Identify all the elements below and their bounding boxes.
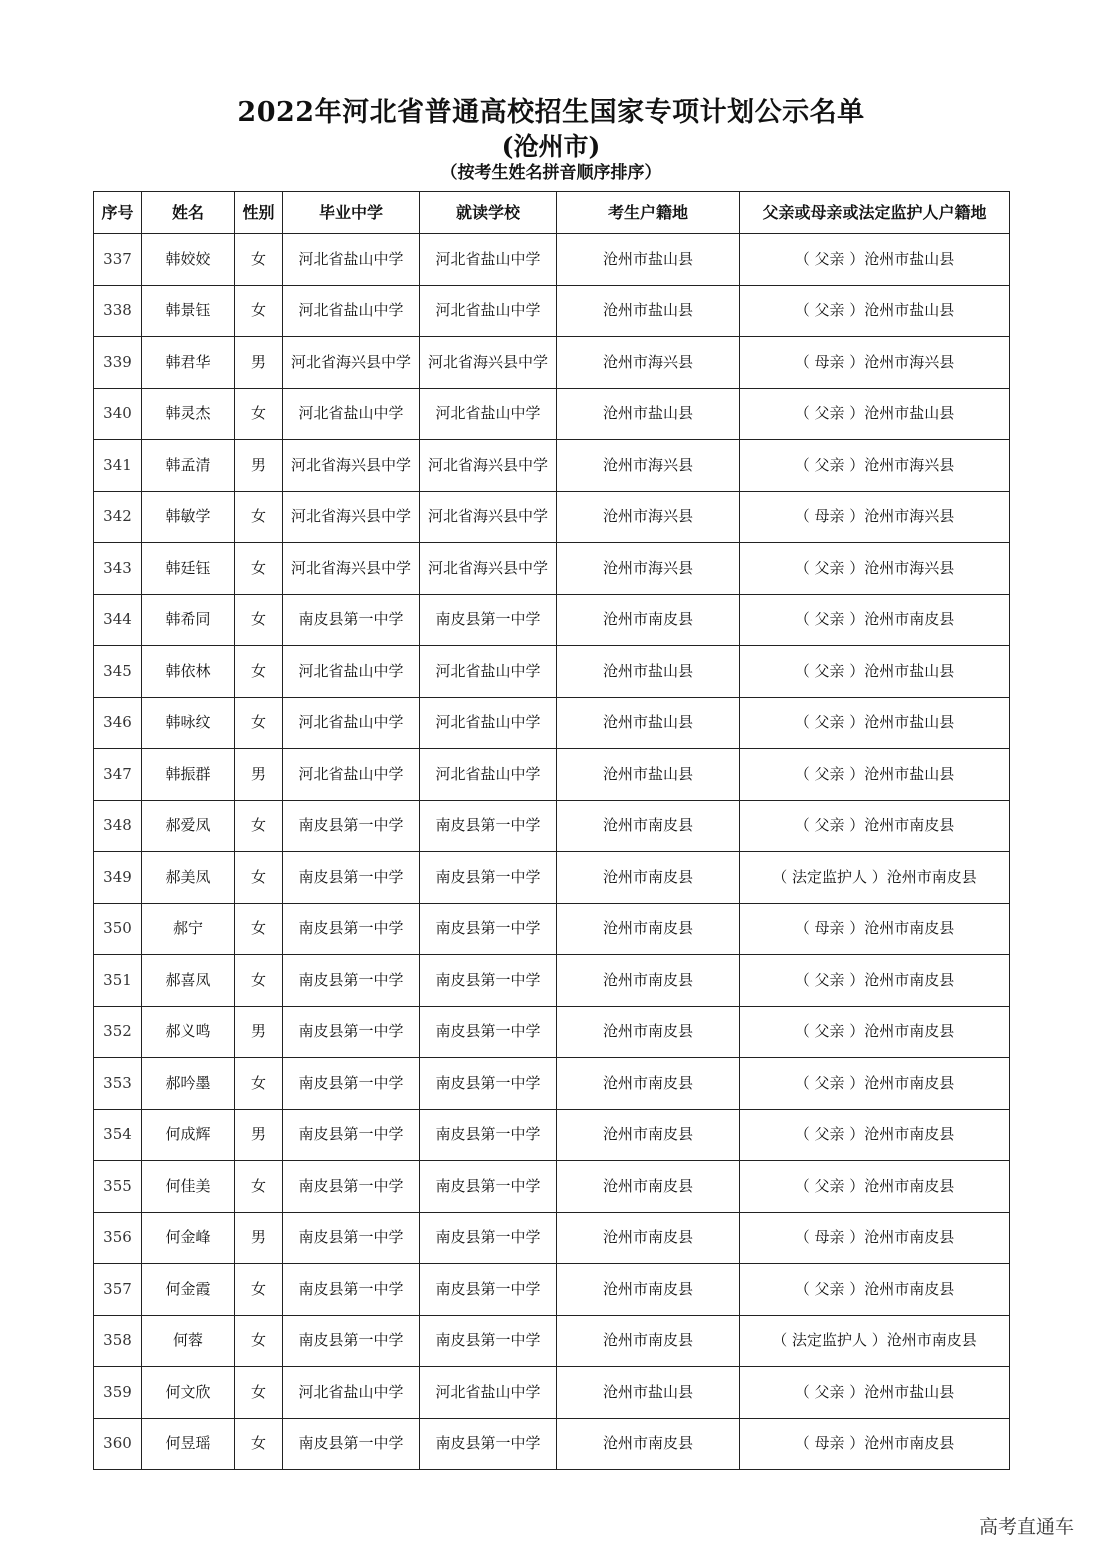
cell-gender: 男 xyxy=(235,337,283,389)
cell-gender: 女 xyxy=(235,955,283,1007)
cell-name: 何金霞 xyxy=(142,1264,235,1316)
cell-guardian-registration: （ 父亲 ）沧州市南皮县 xyxy=(740,1264,1010,1316)
cell-name: 韩灵杰 xyxy=(142,388,235,440)
cell-name: 韩景钰 xyxy=(142,285,235,337)
cell-graduation-school: 南皮县第一中学 xyxy=(283,1058,420,1110)
cell-name: 郝吟墨 xyxy=(142,1058,235,1110)
cell-graduation-school: 南皮县第一中学 xyxy=(283,1161,420,1213)
cell-guardian-registration: （ 父亲 ）沧州市盐山县 xyxy=(740,285,1010,337)
cell-gender: 女 xyxy=(235,1058,283,1110)
cell-household-registration: 沧州市海兴县 xyxy=(557,543,740,595)
cell-name: 何佳美 xyxy=(142,1161,235,1213)
cell-current-school: 河北省盐山中学 xyxy=(420,646,557,698)
cell-name: 何蓉 xyxy=(142,1315,235,1367)
cell-index: 342 xyxy=(94,491,142,543)
cell-graduation-school: 河北省盐山中学 xyxy=(283,749,420,801)
table-row xyxy=(94,1315,1010,1367)
cell-current-school: 河北省海兴县中学 xyxy=(420,543,557,595)
cell-current-school: 南皮县第一中学 xyxy=(420,800,557,852)
cell-guardian-registration: （ 父亲 ）沧州市南皮县 xyxy=(740,800,1010,852)
cell-guardian-registration: （ 父亲 ）沧州市海兴县 xyxy=(740,543,1010,595)
cell-index: 350 xyxy=(94,903,142,955)
table-row xyxy=(94,234,1010,286)
cell-guardian-registration: （ 父亲 ）沧州市南皮县 xyxy=(740,1109,1010,1161)
cell-graduation-school: 河北省盐山中学 xyxy=(283,1367,420,1419)
table-row xyxy=(94,903,1010,955)
cell-guardian-registration: （ 父亲 ）沧州市海兴县 xyxy=(740,440,1010,492)
table-row xyxy=(94,697,1010,749)
cell-index: 346 xyxy=(94,697,142,749)
cell-household-registration: 沧州市海兴县 xyxy=(557,337,740,389)
cell-gender: 男 xyxy=(235,1212,283,1264)
table-row xyxy=(94,1058,1010,1110)
cell-index: 360 xyxy=(94,1418,142,1470)
cell-index: 349 xyxy=(94,852,142,904)
cell-gender: 女 xyxy=(235,1161,283,1213)
cell-current-school: 河北省盐山中学 xyxy=(420,749,557,801)
cell-index: 337 xyxy=(94,234,142,286)
cell-index: 347 xyxy=(94,749,142,801)
cell-graduation-school: 南皮县第一中学 xyxy=(283,1212,420,1264)
cell-household-registration: 沧州市南皮县 xyxy=(557,594,740,646)
cell-name: 韩廷钰 xyxy=(142,543,235,595)
cell-current-school: 河北省海兴县中学 xyxy=(420,337,557,389)
cell-graduation-school: 南皮县第一中学 xyxy=(283,1264,420,1316)
cell-graduation-school: 河北省海兴县中学 xyxy=(283,440,420,492)
cell-graduation-school: 南皮县第一中学 xyxy=(283,1315,420,1367)
cell-guardian-registration: （ 父亲 ）沧州市盐山县 xyxy=(740,234,1010,286)
cell-household-registration: 沧州市海兴县 xyxy=(557,440,740,492)
cell-household-registration: 沧州市南皮县 xyxy=(557,1006,740,1058)
cell-gender: 女 xyxy=(235,903,283,955)
table-row xyxy=(94,749,1010,801)
cell-gender: 男 xyxy=(235,749,283,801)
cell-current-school: 河北省盐山中学 xyxy=(420,388,557,440)
cell-household-registration: 沧州市南皮县 xyxy=(557,1418,740,1470)
cell-graduation-school: 南皮县第一中学 xyxy=(283,1006,420,1058)
cell-gender: 女 xyxy=(235,491,283,543)
cell-guardian-registration: （ 父亲 ）沧州市盐山县 xyxy=(740,749,1010,801)
table-row xyxy=(94,955,1010,1007)
table-row xyxy=(94,594,1010,646)
cell-name: 韩咏纹 xyxy=(142,697,235,749)
col-header-household-registration: 考生户籍地 xyxy=(557,192,740,234)
header-row xyxy=(94,192,1010,234)
cell-gender: 女 xyxy=(235,594,283,646)
col-header-gender: 性别 xyxy=(235,192,283,234)
cell-household-registration: 沧州市盐山县 xyxy=(557,697,740,749)
table-row xyxy=(94,1418,1010,1470)
cell-guardian-registration: （ 母亲 ）沧州市海兴县 xyxy=(740,491,1010,543)
page-title: 2022年河北省普通高校招生国家专项计划公示名单 xyxy=(237,97,865,128)
table-row xyxy=(94,646,1010,698)
cell-name: 何金峰 xyxy=(142,1212,235,1264)
cell-index: 353 xyxy=(94,1058,142,1110)
table-row xyxy=(94,285,1010,337)
cell-name: 韩孟清 xyxy=(142,440,235,492)
cell-gender: 女 xyxy=(235,388,283,440)
cell-graduation-school: 南皮县第一中学 xyxy=(283,1109,420,1161)
cell-guardian-registration: （ 父亲 ）沧州市盐山县 xyxy=(740,646,1010,698)
cell-current-school: 南皮县第一中学 xyxy=(420,1161,557,1213)
cell-index: 341 xyxy=(94,440,142,492)
cell-gender: 女 xyxy=(235,1367,283,1419)
cell-guardian-registration: （ 父亲 ）沧州市南皮县 xyxy=(740,1161,1010,1213)
cell-gender: 女 xyxy=(235,697,283,749)
col-header-graduation-school: 毕业中学 xyxy=(283,192,420,234)
cell-guardian-registration: （ 父亲 ）沧州市南皮县 xyxy=(740,955,1010,1007)
cell-gender: 女 xyxy=(235,234,283,286)
col-header-name: 姓名 xyxy=(142,192,235,234)
cell-guardian-registration: （ 父亲 ）沧州市盐山县 xyxy=(740,1367,1010,1419)
cell-household-registration: 沧州市南皮县 xyxy=(557,800,740,852)
cell-guardian-registration: （ 法定监护人 ）沧州市南皮县 xyxy=(740,1315,1010,1367)
cell-gender: 男 xyxy=(235,1109,283,1161)
cell-name: 何文欣 xyxy=(142,1367,235,1419)
table-row xyxy=(94,1212,1010,1264)
cell-household-registration: 沧州市南皮县 xyxy=(557,1212,740,1264)
cell-index: 345 xyxy=(94,646,142,698)
cell-household-registration: 沧州市南皮县 xyxy=(557,1264,740,1316)
cell-index: 357 xyxy=(94,1264,142,1316)
cell-index: 343 xyxy=(94,543,142,595)
cell-graduation-school: 南皮县第一中学 xyxy=(283,852,420,904)
cell-index: 359 xyxy=(94,1367,142,1419)
table-row xyxy=(94,337,1010,389)
cell-index: 355 xyxy=(94,1161,142,1213)
cell-current-school: 南皮县第一中学 xyxy=(420,1264,557,1316)
cell-graduation-school: 河北省盐山中学 xyxy=(283,388,420,440)
table-row xyxy=(94,1006,1010,1058)
cell-index: 339 xyxy=(94,337,142,389)
cell-guardian-registration: （ 父亲 ）沧州市盐山县 xyxy=(740,697,1010,749)
cell-gender: 男 xyxy=(235,440,283,492)
cell-current-school: 河北省海兴县中学 xyxy=(420,440,557,492)
cell-household-registration: 沧州市盐山县 xyxy=(557,388,740,440)
cell-graduation-school: 河北省盐山中学 xyxy=(283,646,420,698)
cell-gender: 女 xyxy=(235,646,283,698)
cell-current-school: 南皮县第一中学 xyxy=(420,1212,557,1264)
cell-name: 郝宁 xyxy=(142,903,235,955)
cell-household-registration: 沧州市南皮县 xyxy=(557,1315,740,1367)
cell-gender: 女 xyxy=(235,1264,283,1316)
cell-guardian-registration: （ 法定监护人 ）沧州市南皮县 xyxy=(740,852,1010,904)
cell-name: 韩敏学 xyxy=(142,491,235,543)
cell-current-school: 南皮县第一中学 xyxy=(420,594,557,646)
cell-gender: 男 xyxy=(235,1006,283,1058)
cell-name: 郝喜凤 xyxy=(142,955,235,1007)
cell-name: 韩依林 xyxy=(142,646,235,698)
cell-graduation-school: 河北省海兴县中学 xyxy=(283,491,420,543)
cell-graduation-school: 河北省盐山中学 xyxy=(283,285,420,337)
cell-current-school: 河北省盐山中学 xyxy=(420,1367,557,1419)
table-row xyxy=(94,491,1010,543)
cell-household-registration: 沧州市南皮县 xyxy=(557,955,740,1007)
cell-name: 何成辉 xyxy=(142,1109,235,1161)
table-row xyxy=(94,543,1010,595)
cell-current-school: 河北省盐山中学 xyxy=(420,234,557,286)
cell-graduation-school: 河北省海兴县中学 xyxy=(283,337,420,389)
cell-guardian-registration: （ 父亲 ）沧州市南皮县 xyxy=(740,1006,1010,1058)
cell-household-registration: 沧州市南皮县 xyxy=(557,1109,740,1161)
col-header-guardian-registration: 父亲或母亲或法定监护人户籍地 xyxy=(740,192,1010,234)
cell-name: 郝美凤 xyxy=(142,852,235,904)
cell-household-registration: 沧州市南皮县 xyxy=(557,1161,740,1213)
cell-index: 351 xyxy=(94,955,142,1007)
cell-guardian-registration: （ 母亲 ）沧州市南皮县 xyxy=(740,1418,1010,1470)
cell-graduation-school: 南皮县第一中学 xyxy=(283,955,420,1007)
cell-graduation-school: 河北省海兴县中学 xyxy=(283,543,420,595)
col-header-current-school: 就读学校 xyxy=(420,192,557,234)
cell-current-school: 南皮县第一中学 xyxy=(420,903,557,955)
cell-name: 韩姣姣 xyxy=(142,234,235,286)
cell-household-registration: 沧州市海兴县 xyxy=(557,491,740,543)
table-row xyxy=(94,1161,1010,1213)
roster-table xyxy=(93,191,1010,1470)
cell-graduation-school: 南皮县第一中学 xyxy=(283,800,420,852)
table-row xyxy=(94,1264,1010,1316)
cell-current-school: 南皮县第一中学 xyxy=(420,955,557,1007)
cell-current-school: 南皮县第一中学 xyxy=(420,1006,557,1058)
sort-note: （按考生姓名拼音顺序排序） xyxy=(440,163,662,183)
cell-name: 郝义鸣 xyxy=(142,1006,235,1058)
cell-household-registration: 沧州市南皮县 xyxy=(557,852,740,904)
cell-current-school: 南皮县第一中学 xyxy=(420,1418,557,1470)
cell-current-school: 河北省盐山中学 xyxy=(420,285,557,337)
cell-guardian-registration: （ 母亲 ）沧州市南皮县 xyxy=(740,903,1010,955)
cell-index: 356 xyxy=(94,1212,142,1264)
cell-current-school: 南皮县第一中学 xyxy=(420,1109,557,1161)
cell-graduation-school: 河北省盐山中学 xyxy=(283,697,420,749)
table-row xyxy=(94,1367,1010,1419)
cell-guardian-registration: （ 父亲 ）沧州市盐山县 xyxy=(740,388,1010,440)
cell-index: 348 xyxy=(94,800,142,852)
cell-index: 354 xyxy=(94,1109,142,1161)
cell-name: 韩振群 xyxy=(142,749,235,801)
cell-current-school: 南皮县第一中学 xyxy=(420,1058,557,1110)
cell-household-registration: 沧州市盐山县 xyxy=(557,646,740,698)
page-subtitle: (沧州市) xyxy=(501,132,601,161)
cell-gender: 女 xyxy=(235,800,283,852)
cell-name: 郝爱凤 xyxy=(142,800,235,852)
col-header-index: 序号 xyxy=(94,192,142,234)
cell-household-registration: 沧州市南皮县 xyxy=(557,903,740,955)
cell-current-school: 河北省海兴县中学 xyxy=(420,491,557,543)
cell-current-school: 河北省盐山中学 xyxy=(420,697,557,749)
cell-name: 何昱瑶 xyxy=(142,1418,235,1470)
cell-household-registration: 沧州市南皮县 xyxy=(557,1058,740,1110)
cell-index: 352 xyxy=(94,1006,142,1058)
cell-index: 344 xyxy=(94,594,142,646)
cell-guardian-registration: （ 父亲 ）沧州市南皮县 xyxy=(740,1058,1010,1110)
cell-gender: 女 xyxy=(235,1418,283,1470)
cell-graduation-school: 南皮县第一中学 xyxy=(283,1418,420,1470)
cell-index: 340 xyxy=(94,388,142,440)
cell-graduation-school: 南皮县第一中学 xyxy=(283,594,420,646)
watermark: 高考直通车 xyxy=(978,1516,1074,1538)
cell-graduation-school: 南皮县第一中学 xyxy=(283,903,420,955)
cell-guardian-registration: （ 母亲 ）沧州市海兴县 xyxy=(740,337,1010,389)
cell-gender: 女 xyxy=(235,285,283,337)
table-row xyxy=(94,388,1010,440)
cell-gender: 女 xyxy=(235,1315,283,1367)
cell-guardian-registration: （ 父亲 ）沧州市南皮县 xyxy=(740,594,1010,646)
cell-graduation-school: 河北省盐山中学 xyxy=(283,234,420,286)
cell-current-school: 南皮县第一中学 xyxy=(420,1315,557,1367)
cell-household-registration: 沧州市盐山县 xyxy=(557,285,740,337)
cell-gender: 女 xyxy=(235,852,283,904)
cell-name: 韩希同 xyxy=(142,594,235,646)
cell-current-school: 南皮县第一中学 xyxy=(420,852,557,904)
table-row xyxy=(94,852,1010,904)
cell-household-registration: 沧州市盐山县 xyxy=(557,749,740,801)
table-row xyxy=(94,1109,1010,1161)
cell-guardian-registration: （ 母亲 ）沧州市南皮县 xyxy=(740,1212,1010,1264)
cell-index: 338 xyxy=(94,285,142,337)
table-row xyxy=(94,800,1010,852)
cell-household-registration: 沧州市盐山县 xyxy=(557,1367,740,1419)
cell-gender: 女 xyxy=(235,543,283,595)
table-row xyxy=(94,440,1010,492)
cell-household-registration: 沧州市盐山县 xyxy=(557,234,740,286)
cell-index: 358 xyxy=(94,1315,142,1367)
cell-name: 韩君华 xyxy=(142,337,235,389)
